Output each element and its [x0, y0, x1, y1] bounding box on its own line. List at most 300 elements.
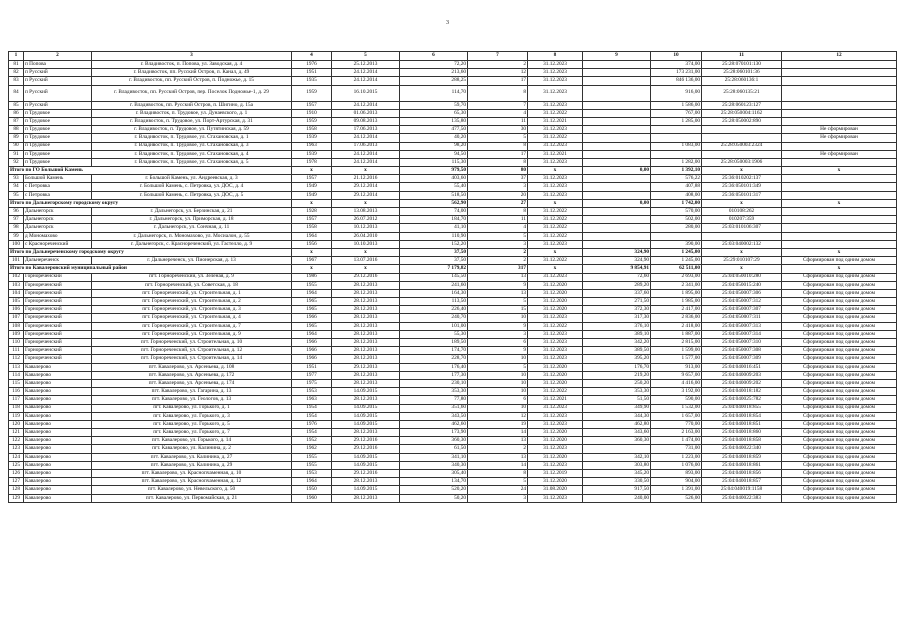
- table-cell: 408,00: [651, 191, 702, 199]
- total-cell: 80: [468, 167, 528, 175]
- table-cell: Сформирован под одним домом: [782, 273, 897, 281]
- table-cell: [583, 109, 651, 117]
- table-cell: 25:04:040018:851: [702, 420, 782, 428]
- table-cell: пгт. Кавалерово, ул. Горького, д. 3: [92, 412, 292, 420]
- total-cell: 1 245,00: [651, 248, 702, 256]
- table-cell: 114,70: [400, 85, 468, 101]
- table-cell: 14.09.2015: [332, 461, 400, 469]
- total-cell: 0,00: [583, 199, 651, 207]
- table-cell: 105: [9, 298, 24, 306]
- table-cell: 101: [9, 257, 24, 265]
- table-row: [9, 126, 897, 134]
- table-cell: Кавалерово: [24, 494, 92, 502]
- table-cell: 1950: [292, 486, 332, 494]
- table-cell: 189,50: [400, 339, 468, 347]
- table-cell: 1 577,00: [651, 355, 702, 363]
- table-cell: 1955: [292, 461, 332, 469]
- table-cell: 1978: [292, 158, 332, 166]
- table-cell: 26.07.2012: [332, 216, 400, 224]
- table-row: [9, 486, 897, 494]
- table-row: [9, 281, 897, 289]
- table-cell: 1 083,00: [651, 142, 702, 150]
- total-cell: x: [528, 248, 583, 256]
- table-cell: 1957: [292, 175, 332, 183]
- table-cell: 173 231,00: [651, 69, 702, 77]
- table-cell: п Трудовое: [24, 126, 92, 134]
- table-cell: 25:04:040018:858: [702, 437, 782, 445]
- table-row: [9, 363, 897, 371]
- table-row: [9, 429, 897, 437]
- table-cell: Кавалерово: [24, 486, 92, 494]
- table-cell: 98: [9, 224, 24, 232]
- table-cell: 904,00: [651, 478, 702, 486]
- table-cell: [583, 61, 651, 69]
- table-cell: 40,20: [400, 134, 468, 142]
- table-cell: Сформирован под одним домом: [782, 281, 897, 289]
- table-cell: [583, 183, 651, 191]
- table-cell: 24.12.2014: [332, 69, 400, 77]
- table-cell: Сформирован под одним домом: [782, 347, 897, 355]
- table-cell: п Трудовое: [24, 134, 92, 142]
- table-cell: 31.12.2022: [528, 322, 583, 330]
- table-cell: г. Владивосток, пп. Русский Остров, пер. Поселок Подножье-1, д. 29: [92, 85, 292, 101]
- table-cell: Кавалерово: [24, 437, 92, 445]
- table-cell: 1964: [292, 232, 332, 240]
- table-cell: Горнореченский: [24, 298, 92, 306]
- table-cell: 29.12.2014: [332, 183, 400, 191]
- table-cell: Сформирован под одним домом: [782, 330, 897, 338]
- table-cell: [583, 232, 651, 240]
- table-cell: 31.12.2020: [528, 306, 583, 314]
- table-cell: 87: [9, 117, 24, 125]
- table-cell: 14.09.2015: [332, 486, 400, 494]
- table-cell: 84: [9, 85, 24, 101]
- table-cell: Горнореченский: [24, 273, 92, 281]
- table-cell: Кавалерово: [24, 453, 92, 461]
- table-cell: 24.12.2014: [332, 158, 400, 166]
- table-cell: 28.12.2013: [332, 494, 400, 502]
- table-cell: 1975: [292, 379, 332, 387]
- table-cell: 1966: [292, 339, 332, 347]
- table-cell: Сформирован под одним домом: [782, 396, 897, 404]
- table-cell: 102: [9, 273, 24, 281]
- table-cell: 31.12.2020: [528, 289, 583, 297]
- table-cell: 164,30: [400, 289, 468, 297]
- table-cell: [583, 126, 651, 134]
- table-cell: п Русский: [24, 77, 92, 85]
- table-cell: 1 657,00: [651, 412, 702, 420]
- table-cell: [782, 208, 897, 216]
- table-cell: [782, 77, 897, 85]
- table-cell: 219,20: [583, 371, 651, 379]
- table-cell: 13.08.2013: [332, 208, 400, 216]
- table-cell: 3: [468, 330, 528, 338]
- table-cell: 28.12.2013: [332, 379, 400, 387]
- table-cell: 4 416,00: [651, 379, 702, 387]
- table-cell: 5: [468, 478, 528, 486]
- table-row: [9, 77, 897, 85]
- table-cell: 13: [468, 437, 528, 445]
- table-cell: 31.12.2020: [528, 437, 583, 445]
- table-cell: [651, 126, 702, 134]
- table-cell: Горнореченский: [24, 306, 92, 314]
- table-cell: 25:04:040009:203: [702, 371, 782, 379]
- table-cell: 31.12.2023: [528, 183, 583, 191]
- table-cell: 25:04:040022:383: [702, 494, 782, 502]
- table-cell: 25:04:050007:314: [702, 330, 782, 338]
- table-cell: 25:28:060123:127: [702, 101, 782, 109]
- table-cell: [702, 232, 782, 240]
- total-cell: x: [782, 265, 897, 273]
- table-cell: 31.12.2023: [528, 142, 583, 150]
- table-cell: 1910: [292, 109, 332, 117]
- table-cell: 29.12.2016: [332, 437, 400, 445]
- table-cell: 1 391,00: [651, 486, 702, 494]
- table-cell: 81: [9, 61, 24, 69]
- table-cell: 1955: [292, 281, 332, 289]
- table-cell: 324,90: [583, 257, 651, 265]
- table-cell: [782, 232, 897, 240]
- table-cell: 31.12.2023: [528, 314, 583, 322]
- table-cell: 82: [9, 69, 24, 77]
- table-cell: 1954: [292, 429, 332, 437]
- table-cell: [782, 142, 897, 150]
- table-cell: 28.12.2013: [332, 478, 400, 486]
- table-cell: 1 285,00: [651, 117, 702, 125]
- table-cell: 176,40: [400, 363, 468, 371]
- table-cell: 31.12.2023: [528, 101, 583, 109]
- table-cell: 98,20: [400, 142, 468, 150]
- table-cell: [583, 224, 651, 232]
- table-cell: 17.06.2013: [332, 142, 400, 150]
- table-cell: г. Владивосток, п. Трудовое, ул. Порт-Артурская, д. 31: [92, 117, 292, 125]
- table-cell: 9: [468, 347, 528, 355]
- total-cell: 62 511,00: [651, 265, 702, 273]
- table-cell: пгт. Кавалерово, ул. Гагарина, д. 13: [92, 388, 292, 396]
- table-cell: 176,70: [583, 363, 651, 371]
- table-cell: 31.12.2022: [528, 208, 583, 216]
- table-cell: пгт. Кавалерово, ул. Краснопчаменная, д. 12: [92, 478, 292, 486]
- table-cell: [583, 77, 651, 85]
- table-cell: 17: [468, 77, 528, 85]
- table-cell: 403,60: [400, 175, 468, 183]
- table-cell: 31.12.2020: [528, 478, 583, 486]
- table-cell: 28.12.2013: [332, 347, 400, 355]
- table-row: [9, 289, 897, 297]
- table-cell: 13: [468, 453, 528, 461]
- table-cell: 8: [468, 142, 528, 150]
- table-cell: 3 192,00: [651, 388, 702, 396]
- table-cell: 25:04:050007:312: [702, 298, 782, 306]
- total-label: Итого по Дальнереченскому городскому округу: [9, 248, 292, 256]
- table-cell: 1963: [292, 142, 332, 150]
- table-cell: 25:04:050007:311: [702, 314, 782, 322]
- table-cell: п Трудовое: [24, 158, 92, 166]
- table-cell: Кавалерово: [24, 396, 92, 404]
- table-row: [9, 61, 897, 69]
- table-cell: Не сформирован: [782, 126, 897, 134]
- table-cell: 360,30: [400, 437, 468, 445]
- table-cell: 25:28:050003:1906: [702, 158, 782, 166]
- table-cell: 1 245,00: [651, 257, 702, 265]
- table-cell: 25:04:040019:1158: [702, 486, 782, 494]
- table-cell: 91: [9, 150, 24, 158]
- table-cell: 88: [9, 126, 24, 134]
- table-cell: 1966: [292, 355, 332, 363]
- table-cell: 241,60: [400, 281, 468, 289]
- table-cell: [583, 208, 651, 216]
- table-cell: [782, 224, 897, 232]
- table-cell: 395,20: [583, 355, 651, 363]
- table-cell: 152,20: [400, 240, 468, 248]
- table-cell: [583, 150, 651, 158]
- table-cell: 61,50: [400, 445, 468, 453]
- table-cell: с Краснореченский: [24, 240, 92, 248]
- table-cell: 2: [468, 445, 528, 453]
- table-cell: 129: [9, 494, 24, 502]
- table-cell: 1955: [292, 453, 332, 461]
- table-cell: 462,60: [400, 420, 468, 428]
- table-cell: 113: [9, 363, 24, 371]
- table-cell: 13.07.2016: [332, 257, 400, 265]
- table-cell: 341,10: [400, 453, 468, 461]
- total-cell: x: [702, 167, 782, 175]
- table-cell: 110: [9, 339, 24, 347]
- table-cell: 1951: [292, 363, 332, 371]
- table-cell: 126: [9, 470, 24, 478]
- total-cell: 562,90: [400, 199, 468, 207]
- table-cell: 01.06.2013: [332, 109, 400, 117]
- table-cell: Горнореченский: [24, 330, 92, 338]
- table-cell: г. Дальнегорск, ул. Приморская, д. 18: [92, 216, 292, 224]
- table-cell: 2 163,00: [651, 429, 702, 437]
- table-cell: [702, 134, 782, 142]
- table-cell: 14.09.2015: [332, 453, 400, 461]
- total-cell: x: [332, 199, 400, 207]
- table-cell: 25:28:060135:21: [702, 85, 782, 101]
- table-cell: пгт. Кавалерово, ул. Арсеньева, д. 174: [92, 379, 292, 387]
- table-cell: 72,60: [583, 273, 651, 281]
- table-cell: [782, 216, 897, 224]
- table-cell: г. Владивосток, п. Трудовое, ул. Дунаевского, д. 1: [92, 109, 292, 117]
- table-cell: 2 693,00: [651, 273, 702, 281]
- table-cell: 92: [9, 158, 24, 166]
- total-cell: 324,90: [583, 248, 651, 256]
- table-cell: 14.09.2015: [332, 404, 400, 412]
- table-cell: 25:04:050007:309: [702, 355, 782, 363]
- table-cell: 343,60: [583, 429, 651, 437]
- table-cell: г. Дальнегорск, ул. Сончная, д. 11: [92, 224, 292, 232]
- table-cell: Не сформирован: [782, 150, 897, 158]
- table-cell: 115,30: [400, 158, 468, 166]
- table-cell: 113,50: [400, 298, 468, 306]
- table-row: [9, 388, 897, 396]
- table-cell: 25:04:040018:859: [702, 453, 782, 461]
- table-cell: 28.12.2013: [332, 298, 400, 306]
- table-cell: [782, 61, 897, 69]
- table-cell: 94: [9, 183, 24, 191]
- table-cell: пгт. Кавалерово, ул. Калинина, д. 27: [92, 453, 292, 461]
- column-header: 11: [702, 52, 782, 61]
- table-cell: Сформирован под одним домом: [782, 461, 897, 469]
- table-row: [9, 117, 897, 125]
- table-cell: 177,30: [400, 371, 468, 379]
- table-cell: 14.09.2015: [332, 388, 400, 396]
- table-cell: 29.12.2016: [332, 445, 400, 453]
- table-cell: с Петровка: [24, 183, 92, 191]
- total-cell: x: [528, 265, 583, 273]
- table-header: [9, 52, 897, 61]
- table-cell: 65,30: [400, 109, 468, 117]
- total-cell: x: [528, 199, 583, 207]
- table-cell: 124: [9, 453, 24, 461]
- table-cell: 1966: [292, 314, 332, 322]
- table-cell: 28.12.2013: [332, 281, 400, 289]
- table-row: [9, 314, 897, 322]
- table-cell: 31.12.2023: [528, 494, 583, 502]
- table-cell: 345,20: [583, 470, 651, 478]
- table-cell: 16.10.2015: [332, 85, 400, 101]
- table-cell: Горнореченский: [24, 347, 92, 355]
- table-cell: п Трудовое: [24, 150, 92, 158]
- total-label: Итого по Кавалеровский муниципальный район: [9, 265, 292, 273]
- table-cell: 1 076,00: [651, 461, 702, 469]
- table-cell: 226,40: [400, 306, 468, 314]
- table-cell: 125: [9, 461, 24, 469]
- table-cell: 112: [9, 355, 24, 363]
- table-cell: 1 532,00: [651, 404, 702, 412]
- table-cell: 349,90: [583, 404, 651, 412]
- table-cell: [583, 175, 651, 183]
- table-cell: 14: [468, 461, 528, 469]
- table-cell: п Русский: [24, 69, 92, 77]
- table-cell: пгт. Кавалерово, ул. Горького, д. 5: [92, 420, 292, 428]
- total-cell: x: [292, 167, 332, 175]
- table-cell: 1965: [292, 298, 332, 306]
- column-header: 9: [583, 52, 651, 61]
- table-cell: Сформирован под одним домом: [782, 420, 897, 428]
- table-cell: 103: [9, 281, 24, 289]
- table-cell: 101,00: [400, 322, 468, 330]
- table-cell: 376,10: [583, 322, 651, 330]
- table-cell: 120: [9, 420, 24, 428]
- table-cell: 8: [468, 158, 528, 166]
- table-cell: 77,80: [400, 396, 468, 404]
- table-cell: Кавалерово: [24, 363, 92, 371]
- table-cell: 1928: [292, 208, 332, 216]
- total-cell: 7 179,82: [400, 265, 468, 273]
- table-cell: Кавалерово: [24, 461, 92, 469]
- table-cell: Сформирован под одним домом: [782, 494, 897, 502]
- table-cell: 31.12.2020: [528, 453, 583, 461]
- table-cell: 29.12.2016: [332, 470, 400, 478]
- table-cell: 1954: [292, 404, 332, 412]
- table-cell: 24.12.2014: [332, 101, 400, 109]
- table-cell: 916,00: [651, 85, 702, 101]
- table-cell: 14: [468, 429, 528, 437]
- table-cell: 41,10: [400, 224, 468, 232]
- table-cell: 7: [468, 101, 528, 109]
- table-cell: 25:28:050003:2324: [702, 142, 782, 150]
- table-cell: 184,70: [400, 216, 468, 224]
- table-cell: г. Большой Камень, ул. Андреевская, д. 3: [92, 175, 292, 183]
- table-cell: 28.12.2013: [332, 306, 400, 314]
- table-cell: Дальнегорск: [24, 216, 92, 224]
- table-cell: п Попова: [24, 61, 92, 69]
- table-cell: 2: [468, 257, 528, 265]
- table-row: [9, 216, 897, 224]
- table-cell: 19: [468, 420, 528, 428]
- table-cell: Дальнереченск: [24, 257, 92, 265]
- table-cell: 1976: [292, 420, 332, 428]
- table-cell: 123: [9, 445, 24, 453]
- table-cell: 1964: [292, 478, 332, 486]
- table-cell: 353,30: [583, 388, 651, 396]
- table-cell: 31.12.2022: [528, 232, 583, 240]
- table-cell: 89: [9, 134, 24, 142]
- table-row: [9, 494, 897, 502]
- table-cell: Сформирован под одним домом: [782, 314, 897, 322]
- table-cell: 25:04:050007:307: [702, 306, 782, 314]
- table-cell: 25:04:050007:310: [702, 339, 782, 347]
- column-header: 3: [92, 52, 292, 61]
- table-cell: 2 836,00: [651, 314, 702, 322]
- table-cell: г. Владивосток, пп. Русский Остров, п. Подножье, д. 15: [92, 77, 292, 85]
- table-cell: 116: [9, 388, 24, 396]
- table-cell: 51,50: [583, 396, 651, 404]
- table-cell: 353,30: [400, 388, 468, 396]
- table-cell: 15: [468, 306, 528, 314]
- table-cell: 31.12.2022: [528, 257, 583, 265]
- table-body: [9, 61, 897, 503]
- column-header: 4: [292, 52, 332, 61]
- table-cell: Горнореченский: [24, 281, 92, 289]
- table-cell: 24: [468, 486, 528, 494]
- table-cell: 25:04:040018:855: [702, 404, 782, 412]
- table-cell: 28.12.2013: [332, 314, 400, 322]
- table-cell: 31.12.2022: [528, 224, 583, 232]
- table-cell: 25:04:040018:860: [702, 429, 782, 437]
- total-cell: x: [702, 199, 782, 207]
- table-cell: 31.12.2020: [528, 429, 583, 437]
- table-cell: 2 815,00: [651, 339, 702, 347]
- table-cell: пгт. Кавалерово, ул. Арсеньева, д. 172: [92, 371, 292, 379]
- table-cell: 31.12.2022: [528, 388, 583, 396]
- table-cell: [782, 117, 897, 125]
- table-cell: 767,00: [651, 109, 702, 117]
- table-cell: 30: [468, 126, 528, 134]
- table-cell: 85: [9, 101, 24, 109]
- table-cell: [782, 101, 897, 109]
- table-cell: пгт. Кавалерово, ул. Горького, д. 1: [92, 404, 292, 412]
- table-cell: Горнореченский: [24, 322, 92, 330]
- table-cell: 90: [9, 142, 24, 150]
- table-cell: 1965: [292, 322, 332, 330]
- table-cell: пгт. Горнореченский, ул. Строительная, д. 10: [92, 339, 292, 347]
- table-row: [9, 158, 897, 166]
- table-cell: 174,70: [400, 347, 468, 355]
- table-cell: 213,60: [400, 69, 468, 77]
- table-cell: 1 586,00: [651, 101, 702, 109]
- table-cell: пгт. Кавалерово, ул. Краснопчаменная, д. 10: [92, 470, 292, 478]
- table-cell: Горнореченский: [24, 339, 92, 347]
- table-cell: 25:36:010202:137: [702, 175, 782, 183]
- table-cell: 8: [468, 85, 528, 101]
- table-cell: 134,70: [400, 478, 468, 486]
- table-cell: 135,80: [400, 117, 468, 125]
- table-cell: 372,30: [583, 306, 651, 314]
- table-cell: г. Дальнегорск, с. Краснореченский, ул. Гастелло, д. 9: [92, 240, 292, 248]
